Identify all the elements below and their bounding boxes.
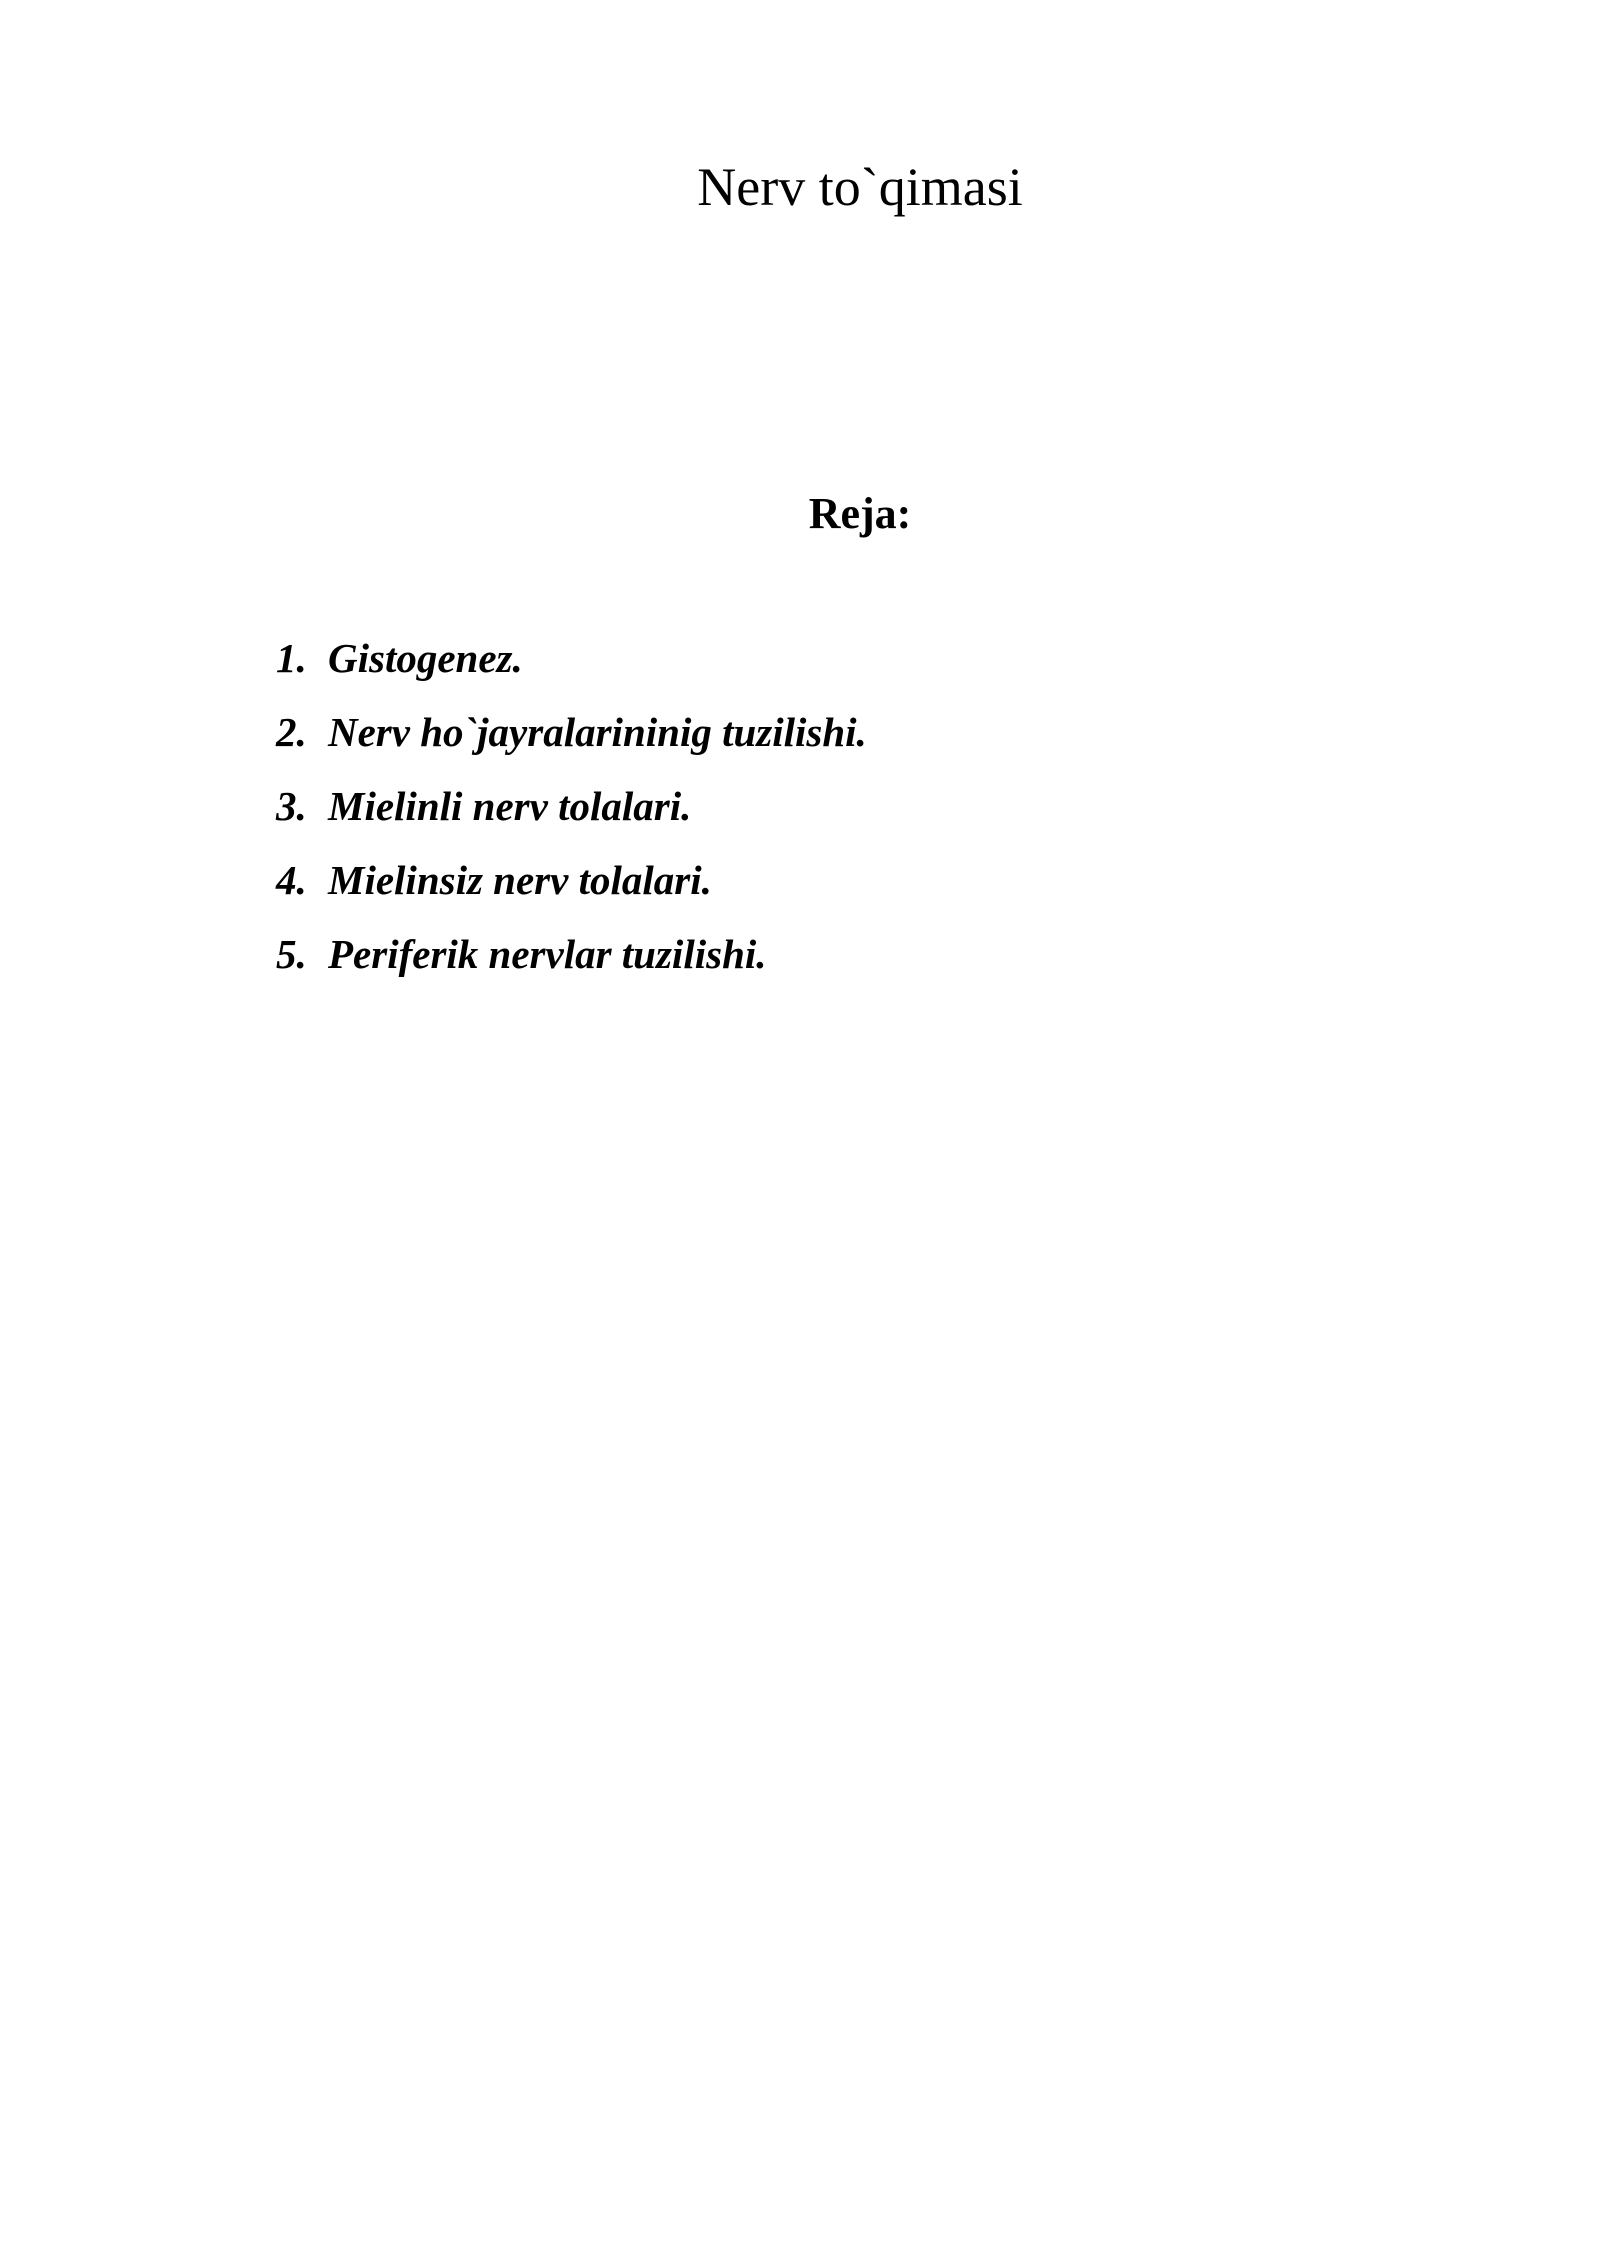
plan-item-number: 4. <box>276 857 307 903</box>
plan-item-text: Gistogenez. <box>328 635 523 681</box>
plan-item-text: Mielinsiz nerv tolalari. <box>328 857 712 903</box>
plan-item-1 <box>276 630 867 704</box>
plan-item-text: Periferik nervlar tuzilishi. <box>328 931 767 977</box>
page-title: Nerv to`qimasi <box>697 157 1023 217</box>
plan-item-number: 1. <box>276 635 307 681</box>
plan-item-5 <box>276 926 867 1000</box>
plan-item-text: Mielinli nerv tolalari. <box>328 783 692 829</box>
plan-item-text: Nerv ho`jayralarininig tuzilishi. <box>328 709 867 755</box>
plan-list <box>276 630 867 1000</box>
plan-item-number: 5. <box>276 931 307 977</box>
plan-item-number: 3. <box>276 783 307 829</box>
plan-item-3 <box>276 778 867 852</box>
plan-item-2 <box>276 704 867 778</box>
plan-item-number: 2. <box>276 709 307 755</box>
plan-item-4 <box>276 852 867 926</box>
plan-heading: Reja: <box>808 489 912 538</box>
